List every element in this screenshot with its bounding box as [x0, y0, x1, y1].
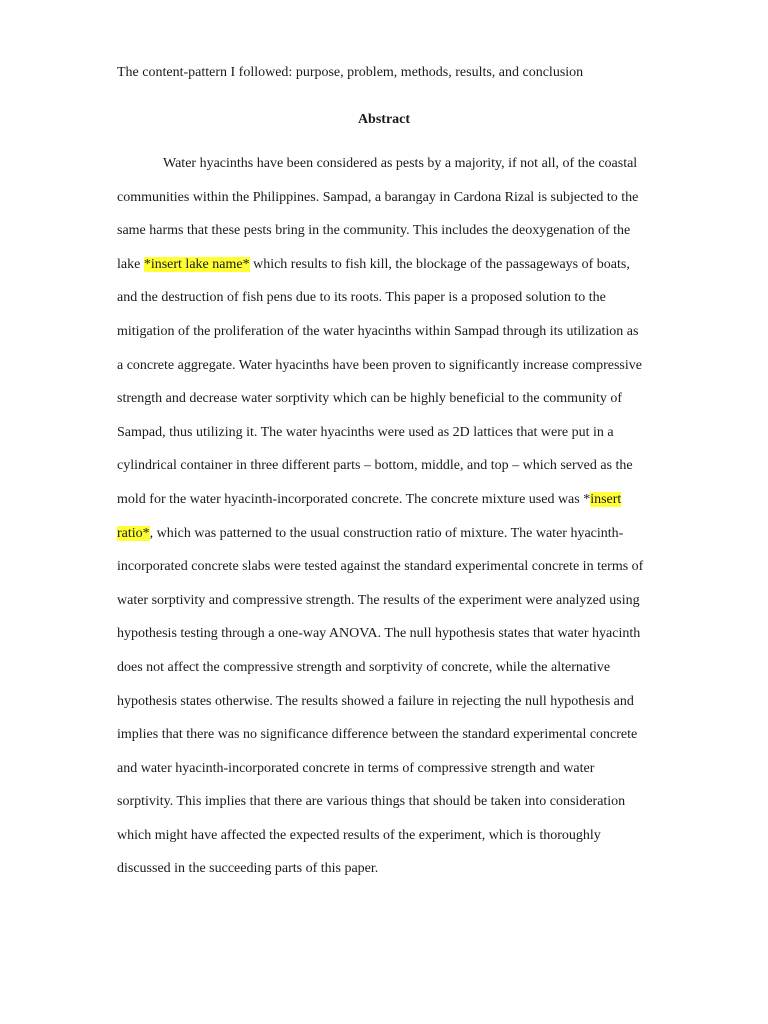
abstract-line: sorptivity. This implies that there are various things that should be taken into consideration — [117, 794, 626, 810]
abstract-heading: Abstract — [357, 112, 411, 127]
abstract-line — [117, 255, 707, 289]
abstract-line — [117, 490, 707, 524]
abstract-line: incorporated concrete slabs were tested against the standard experimental concrete in terms of — [117, 559, 644, 575]
abstract-line: communities within the Philippines. Sampad, a barangay in Cardona Rizal is subjected to the — [117, 189, 639, 205]
line-text: , which was patterned to the usual construction ratio of mixture. The water hyacinth- — [149, 525, 624, 541]
line-text: which results to fish kill, the blockage of the passageways of boats, — [249, 256, 630, 272]
abstract-line: Sampad, thus utilizing it. The water hyacinths were used as 2D lattices that were put in a — [117, 424, 614, 440]
abstract-body — [117, 154, 707, 893]
abstract-line — [117, 524, 707, 558]
highlighted-placeholder: ratio* — [117, 525, 150, 541]
line-text: lake — [117, 256, 144, 272]
line-text: mold for the water hyacinth-incorporated concrete. The concrete mixture used was * — [117, 491, 591, 507]
abstract-line: cylindrical container in three different parts – bottom, middle, and top – which served as the — [117, 458, 633, 474]
abstract-line: and the destruction of fish pens due to its roots. This paper is a proposed solution to the — [117, 290, 606, 306]
abstract-line: and water hyacinth-incorporated concrete in terms of compressive strength and water — [117, 760, 595, 776]
abstract-line: implies that there was no significance difference between the standard experimental concrete — [117, 727, 638, 743]
abstract-line: hypothesis states otherwise. The results showed a failure in rejecting the null hypothesis and — [117, 693, 634, 709]
abstract-line: same harms that these pests bring in the community. This includes the deoxygenation of the — [117, 223, 631, 239]
abstract-line: which might have affected the expected results of the experiment, which is thoroughly — [117, 827, 601, 843]
abstract-line: a concrete aggregate. Water hyacinths have been proven to significantly increase compressive — [117, 357, 642, 373]
abstract-line: does not affect the compressive strength and sorptivity of concrete, while the alternative — [117, 659, 611, 675]
abstract-line: mitigation of the proliferation of the water hyacinths within Sampad through its utilization as — [117, 323, 639, 339]
intro-note: The content-pattern I followed: purpose, problem, methods, results, and conclusion — [117, 65, 584, 80]
abstract-line: Water hyacinths have been considered as pests by a majority, if not all, of the coastal — [163, 156, 638, 171]
abstract-line: water sorptivity and compressive strength. The results of the experiment were analyzed using — [117, 592, 640, 608]
highlighted-placeholder: insert — [590, 491, 622, 507]
abstract-line: strength and decrease water sorptivity which can be highly beneficial to the community of — [117, 391, 623, 407]
abstract-line: hypothesis testing through a one-way ANOVA. The null hypothesis states that water hyacinth — [117, 626, 641, 642]
highlighted-placeholder: *insert lake name* — [143, 256, 250, 272]
abstract-line: discussed in the succeeding parts of this paper. — [117, 861, 379, 877]
